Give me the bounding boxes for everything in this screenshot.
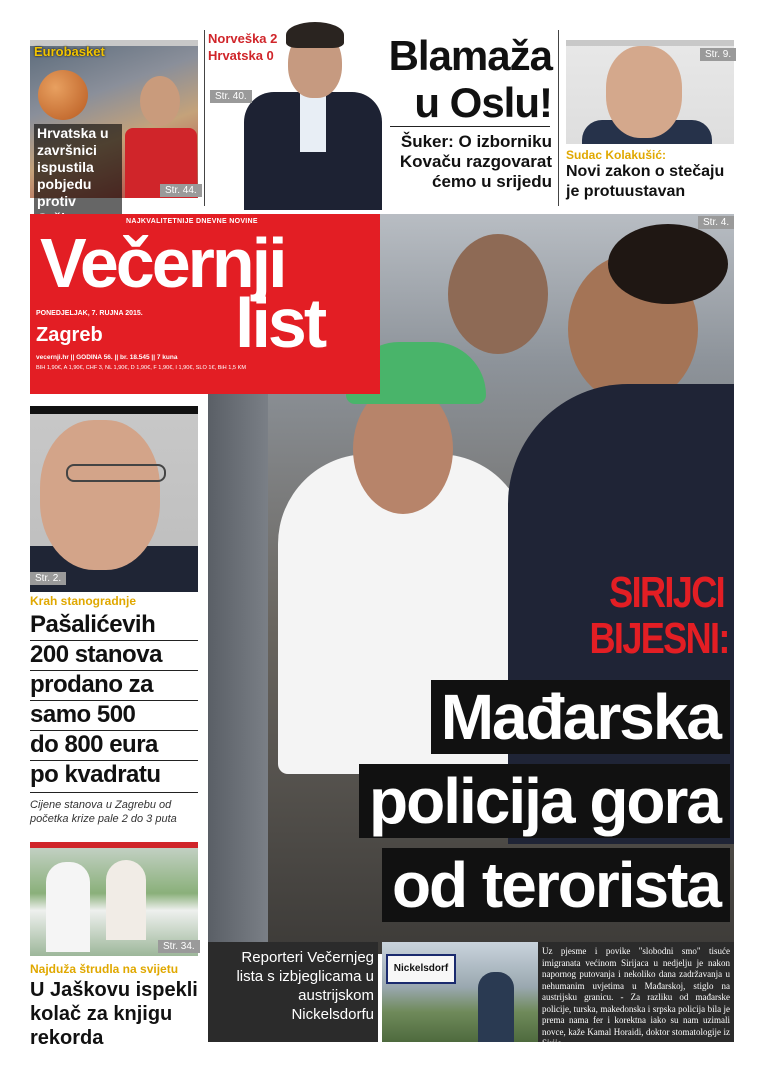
headline-line: samo 500 xyxy=(30,701,136,728)
football-headline[interactable] xyxy=(362,32,552,126)
score-line-norway: Norveška 2 xyxy=(208,31,278,46)
coach-hair xyxy=(286,22,344,48)
column-divider xyxy=(204,30,205,206)
reporters-text[interactable]: Reporteri Večernjeg lista s izbjeglicama u austrijskom Nickelsdorfu xyxy=(236,949,374,1023)
teaser-category: Najduža štrudla na svijetu xyxy=(30,962,179,976)
divider-rule xyxy=(30,700,198,701)
judge-face xyxy=(606,46,682,138)
headline-line: prodano za xyxy=(30,671,154,698)
background-person xyxy=(448,234,548,354)
baker-figure xyxy=(46,862,90,952)
masthead-tagline: NAJKVALITETNIJE DNEVNE NOVINE xyxy=(126,218,258,225)
page-reference: Str. 2. xyxy=(30,572,66,585)
page-reference: Str. 34. xyxy=(158,940,200,953)
page-reference: Str. 40. xyxy=(210,90,252,103)
lead-headline-line[interactable]: policija gora xyxy=(359,764,730,838)
nickelsdorf-photo[interactable] xyxy=(382,942,538,1042)
headline-line: Blamaža xyxy=(388,32,552,79)
housing-subhead[interactable]: Cijene stanova u Zagrebu od početka krize pale 2 do 3 puta xyxy=(30,799,177,825)
lead-body[interactable]: Uz pjesme i povike "slobodni smo" tisuće imigranata većinom Sirijaca u nedjelju je nakon napornog putovanja i nekoliko dana zadržavanja u nehumanim uvjetima u Mađarskoj, stiglo na austrijsku granicu. - Za razliku od mađarske policije, turska, makedonska i srpska policija bila je prema nama fer i korektna iako su nam uzimali novce, kaže Kamal Horaidi, doktor stomatologije iz Sirije. xyxy=(542,946,730,1048)
football-subhead[interactable]: Šuker: O izborniku Kovaču razgovarat ćemo u srijedu xyxy=(399,132,552,191)
page-reference: Str. 9. xyxy=(700,48,736,61)
issue-prices: BIH 1,90€, A 1,90€, CHF 3, NL 1,90€, D 1,90€, F 1,90€, I 1,90€, SLO 1€, BiH 1,5 KM xyxy=(36,365,246,371)
headline-line: po kvadratu xyxy=(30,761,161,788)
issue-city: Zagreb xyxy=(36,324,103,346)
lead-kicker xyxy=(589,568,729,663)
politician-photo[interactable] xyxy=(30,406,198,592)
politician-face xyxy=(40,420,160,570)
divider-rule xyxy=(30,640,198,641)
teaser-headline[interactable]: Hrvatska u završnici ispustila pobjedu protiv xyxy=(34,124,122,228)
divider-rule xyxy=(30,760,198,761)
teaser-category: Sudac Kolakušić: xyxy=(566,148,667,162)
headline-line: Pašalićevih xyxy=(30,611,156,638)
kicker-line: SIRIJCI xyxy=(609,568,724,617)
law-headline[interactable]: Novi zakon o stečaju je protuustavan xyxy=(566,163,725,200)
headline-line: u Oslu! xyxy=(414,79,552,126)
divider-rule xyxy=(390,126,550,127)
masthead-title: list xyxy=(235,284,325,362)
page-reference: Str. 4. xyxy=(698,216,734,229)
reporter-figure xyxy=(478,972,514,1042)
coach-shirt xyxy=(300,92,326,152)
baker-figure xyxy=(106,860,146,940)
divider-rule xyxy=(30,670,198,671)
glasses-icon xyxy=(66,464,166,482)
headline-line: 200 stanova xyxy=(30,641,162,668)
top-strip xyxy=(30,406,198,414)
lead-headline-line[interactable]: od terorista xyxy=(382,848,730,922)
divider-rule xyxy=(30,730,198,731)
divider-rule xyxy=(30,792,198,793)
teaser-category: Eurobasket xyxy=(34,44,105,59)
lead-headline-line[interactable]: Mađarska xyxy=(431,680,730,754)
basketball-icon xyxy=(38,70,88,120)
page-reference: Str. 44. xyxy=(160,184,202,197)
masthead[interactable] xyxy=(30,214,380,394)
column-divider xyxy=(558,30,559,206)
issue-info: vecernji.hr || GODINA 56. || br. 18.545 || 7 kuna xyxy=(36,354,178,361)
kicker-line: BIJESNI: xyxy=(589,614,729,663)
town-sign: Nickelsdorf xyxy=(386,954,456,984)
player-head xyxy=(140,76,180,126)
top-strip xyxy=(30,842,198,848)
strudel-headline[interactable]: U Jaškovu ispekli kolač za knjigu rekorda xyxy=(30,979,198,1049)
background-hair xyxy=(608,224,728,304)
issue-date: PONEDJELJAK, 7. RUJNA 2015. xyxy=(36,310,143,317)
masthead-title: Večernji xyxy=(40,224,285,302)
score-line-croatia: Hrvatska 0 xyxy=(208,48,274,63)
headline-line: do 800 eura xyxy=(30,731,158,758)
teaser-category: Krah stanogradnje xyxy=(30,594,137,608)
strudel-photo[interactable] xyxy=(30,842,198,956)
